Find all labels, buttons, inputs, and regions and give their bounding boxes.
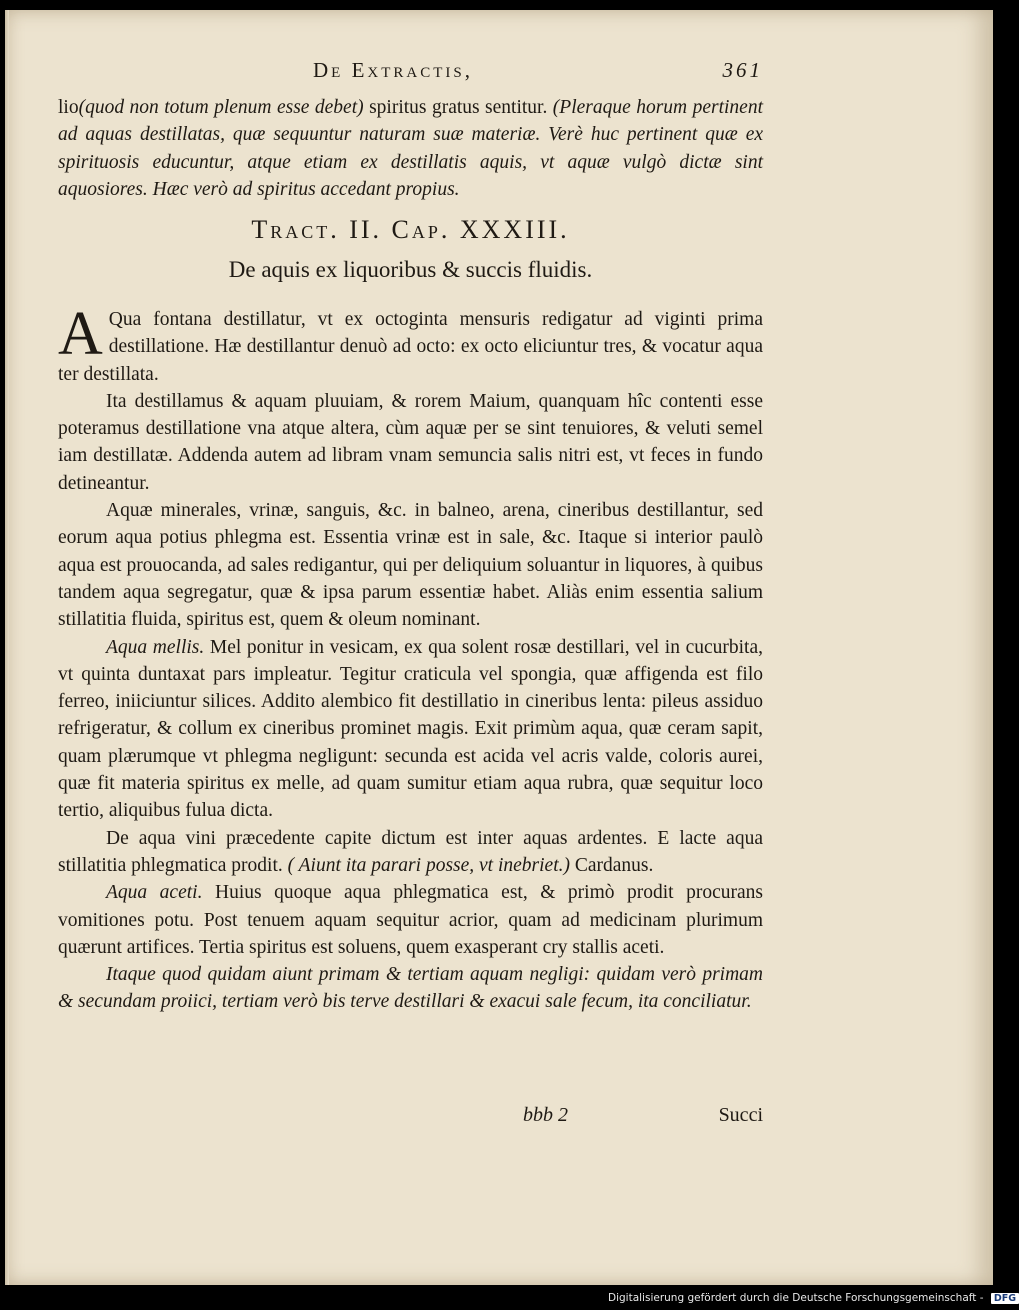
aqua-mellis-label: Aqua mellis. — [106, 636, 205, 658]
paragraph-6: Aqua aceti. Huius quoque aqua phlegmatica est, & primò prodit procurans vomitiones potu. Post tenuem aquam sequitur acrior, quam ad medicinam plurimum quærunt artifices. Tertia spiritus est soluens, quem exasperant cry stallis aceti. — [58, 882, 764, 958]
chapter-subheading: De aquis ex liquoribus & succis fluidis. — [228, 257, 593, 282]
drop-cap: A — [58, 300, 103, 368]
running-title: De Extractis, — [313, 58, 473, 82]
chapter-heading: Tract. II. Cap. XXXIII. — [251, 215, 570, 244]
intro-roman-1: spiritus gratus sentitur. — [363, 97, 553, 118]
page-left-edge — [5, 10, 9, 1285]
footer-line — [58, 10, 763, 1210]
credit-text: Digitalisierung gefördert durch die Deutsche Forschungsgemeinschaft - — [608, 1292, 987, 1304]
paragraph-2: Ita destillamus & aquam pluuiam, & rorem Maium, quanquam hîc contenti esse poteramus destillatione vna atque altera, cùm aquæ per se sint tenuiores, & veluti semel iam destillatæ. Addenda autem ad libram vnam semuncia salis nitri est, vt feces in fundo detineantur. — [58, 390, 763, 494]
dfg-logo: DFG — [991, 1293, 1019, 1304]
paragraph-5: De aqua vini præcedente capite dictum est inter aquas ardentes. E lacte aqua stillatitia phlegmatica prodit. ( Aiunt ita parari posse, vt inebriet.) Cardanus. — [58, 827, 763, 876]
paragraph-3: Aquæ minerales, vrinæ, sanguis, &c. in balneo, arena, cineribus destillantur, sed eorum aqua potius phlegma est. Essentia vrinæ est in sale, &c. Itaque si interior paulò aqua est prouocanda, ad sales redigantur, qui per deliquium soluantur in liquores, à quibus tandem aqua segregatur, quæ & ipsa parum essentiæ habet. Aliàs enim essentia salium stillatitia fluida, spiritus est, quem & oleum nominant. — [58, 500, 763, 631]
book-page — [5, 10, 993, 1285]
intro-italic-1: (quod non totum plenum esse debet) — [78, 97, 364, 118]
paragraph-7: Itaque quod quidam aiunt primam & tertiam aquam negligi: quidam verò primam & secundam proiici, tertiam verò bis terve destillari & exacui sale fecum, ita conciliatur. — [58, 964, 763, 1013]
signature-mark: bbb 2 — [523, 1104, 568, 1126]
intro-italic-2: (Pleraque horum pertinent ad aquas destillatas, quæ sequuntur naturam suæ materiæ. Verè huc pertinent quæ ex spirituosis educuntur, atque etiam ex destillatis aquis, vt aquæ vulgò dictæ sint aquosiores. Hæc verò ad spiritus accedant propius. — [58, 97, 763, 200]
catchword: Succi — [718, 1104, 763, 1126]
intro-lead: lio — [58, 97, 79, 118]
page-number: 361 — [722, 58, 763, 82]
digitization-credit — [608, 1292, 1019, 1304]
aqua-aceti-label: Aqua aceti. — [106, 882, 203, 904]
paragraph-1: A Qua fontana destillatur, vt ex octoginta mensuris redigatur ad viginti prima destillatione. Hæ destillantur denuò ad octo: ex octo eliciuntur tres, & vocatur aqua ter destillata. — [58, 300, 763, 385]
paragraph-4: Aqua mellis. Mel ponitur in vesicam, ex qua solent rosæ destillari, vel in cucurbita, vt quinta duntaxat pars impleatur. Tegitur craticula vel spongia, quæ affigenda est filo ferreo, iniiciuntur silices. Addito alembico fit destillatio in cineribus lenta: pileus assiduo refrigeratur, & collum ex cineribus prominet magis. Exit primùm aqua, quæ ceram sapit, quam plærumque vt phlegma negligunt: secunda est acida vel acris valde, coloris aurei, quæ fit materia spiritus ex melle, ad quam sumitur etiam aqua rubra, quæ sequitur loco tertio, aliquibus fulua dicta. — [58, 636, 763, 822]
